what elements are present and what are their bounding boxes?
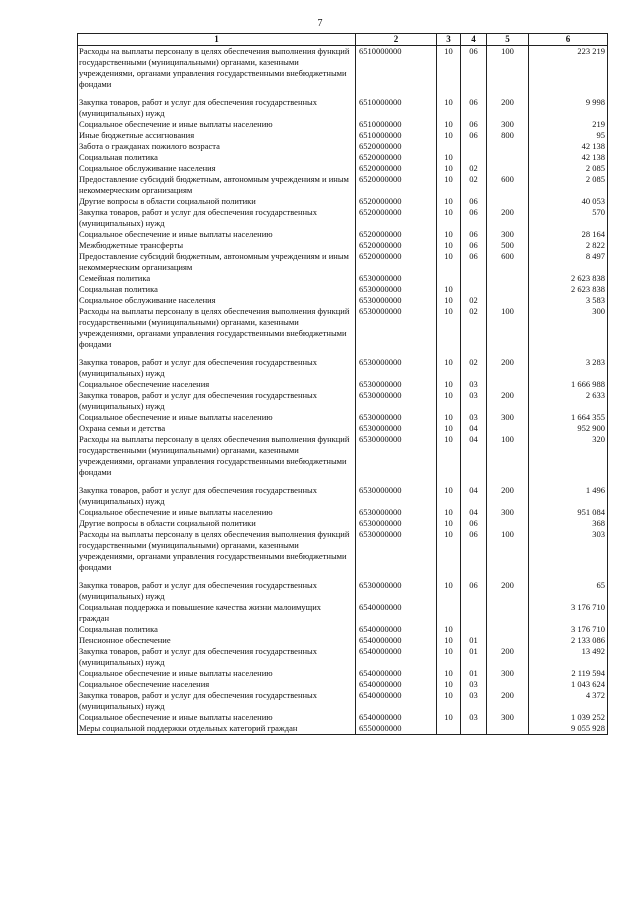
table-row xyxy=(78,646,608,668)
table-row xyxy=(78,690,608,712)
row-section: 10 xyxy=(437,229,461,240)
row-section: 10 xyxy=(437,284,461,295)
row-amount: 1 043 624 xyxy=(529,679,608,690)
row-amount: 65 xyxy=(529,580,608,602)
table-row xyxy=(78,141,608,152)
table-row xyxy=(78,507,608,518)
table-row xyxy=(78,390,608,412)
row-expense-type: 300 xyxy=(487,229,529,240)
row-code: 6520000000 xyxy=(356,240,437,251)
table-row xyxy=(78,723,608,735)
row-section: 10 xyxy=(437,423,461,434)
row-name: Предоставление субсидий бюджетным, автономным учреждениям и иным некоммерческим организациям xyxy=(78,174,356,196)
table-row xyxy=(78,712,608,723)
row-subsection: 06 xyxy=(461,207,487,229)
row-name: Закупка товаров, работ и услуг для обеспечения государственных (муниципальных) нужд xyxy=(78,390,356,412)
row-amount: 1 666 988 xyxy=(529,379,608,390)
row-section: 10 xyxy=(437,624,461,635)
row-subsection: 06 xyxy=(461,529,487,580)
row-amount: 8 497 xyxy=(529,251,608,273)
row-subsection xyxy=(461,284,487,295)
row-code: 6530000000 xyxy=(356,379,437,390)
row-expense-type xyxy=(487,423,529,434)
row-name: Социальная поддержка и повышение качества жизни малоимущих граждан xyxy=(78,602,356,624)
row-amount: 3 176 710 xyxy=(529,602,608,624)
row-name: Другие вопросы в области социальной политики xyxy=(78,518,356,529)
row-name: Закупка товаров, работ и услуг для обеспечения государственных (муниципальных) нужд xyxy=(78,485,356,507)
row-code: 6510000000 xyxy=(356,97,437,119)
row-expense-type: 200 xyxy=(487,207,529,229)
table-row xyxy=(78,130,608,141)
row-name: Предоставление субсидий бюджетным, автономным учреждениям и иным некоммерческим организациям xyxy=(78,251,356,273)
row-code: 6530000000 xyxy=(356,434,437,485)
row-subsection: 02 xyxy=(461,174,487,196)
row-section: 10 xyxy=(437,580,461,602)
row-code: 6510000000 xyxy=(356,130,437,141)
row-name: Социальное обеспечение и иные выплаты населению xyxy=(78,229,356,240)
row-name: Закупка товаров, работ и услуг для обеспечения государственных (муниципальных) нужд xyxy=(78,646,356,668)
row-section: 10 xyxy=(437,485,461,507)
row-section xyxy=(437,141,461,152)
header-cell: 5 xyxy=(487,34,529,46)
row-amount: 95 xyxy=(529,130,608,141)
row-amount: 223 219 xyxy=(529,46,608,98)
table-row xyxy=(78,196,608,207)
row-amount: 570 xyxy=(529,207,608,229)
row-expense-type xyxy=(487,284,529,295)
table-row xyxy=(78,635,608,646)
row-code: 6530000000 xyxy=(356,485,437,507)
header-cell: 2 xyxy=(356,34,437,46)
row-name: Иные бюджетные ассигнования xyxy=(78,130,356,141)
row-section: 10 xyxy=(437,412,461,423)
row-expense-type: 600 xyxy=(487,174,529,196)
row-subsection xyxy=(461,152,487,163)
row-amount: 2 623 838 xyxy=(529,284,608,295)
budget-table xyxy=(77,33,608,735)
table-row xyxy=(78,580,608,602)
row-section: 10 xyxy=(437,434,461,485)
row-subsection: 03 xyxy=(461,390,487,412)
row-section: 10 xyxy=(437,690,461,712)
row-name: Закупка товаров, работ и услуг для обеспечения государственных (муниципальных) нужд xyxy=(78,357,356,379)
row-expense-type xyxy=(487,379,529,390)
table-row xyxy=(78,240,608,251)
row-subsection xyxy=(461,723,487,735)
row-amount: 9 998 xyxy=(529,97,608,119)
row-subsection: 04 xyxy=(461,485,487,507)
row-expense-type: 800 xyxy=(487,130,529,141)
row-name: Социальное обеспечение и иные выплаты населению xyxy=(78,712,356,723)
row-subsection: 06 xyxy=(461,251,487,273)
row-section: 10 xyxy=(437,251,461,273)
header-cell: 6 xyxy=(529,34,608,46)
row-name: Социальное обслуживание населения xyxy=(78,295,356,306)
table-row xyxy=(78,434,608,485)
row-expense-type: 200 xyxy=(487,580,529,602)
row-code: 6520000000 xyxy=(356,152,437,163)
row-code: 6520000000 xyxy=(356,174,437,196)
row-name: Социальная политика xyxy=(78,624,356,635)
row-subsection: 06 xyxy=(461,240,487,251)
row-subsection: 02 xyxy=(461,163,487,174)
row-code: 6530000000 xyxy=(356,507,437,518)
row-expense-type xyxy=(487,196,529,207)
row-expense-type: 300 xyxy=(487,119,529,130)
row-section: 10 xyxy=(437,635,461,646)
table-row xyxy=(78,97,608,119)
row-code: 6540000000 xyxy=(356,690,437,712)
table-row xyxy=(78,357,608,379)
row-name: Социальное обеспечение и иные выплаты населению xyxy=(78,668,356,679)
row-name: Семейная политика xyxy=(78,273,356,284)
table-row xyxy=(78,273,608,284)
row-section: 10 xyxy=(437,357,461,379)
row-amount: 1 664 355 xyxy=(529,412,608,423)
row-section: 10 xyxy=(437,646,461,668)
table-row xyxy=(78,679,608,690)
row-section: 10 xyxy=(437,306,461,357)
row-expense-type: 600 xyxy=(487,251,529,273)
row-expense-type xyxy=(487,602,529,624)
row-subsection: 01 xyxy=(461,635,487,646)
header-cell: 4 xyxy=(461,34,487,46)
row-subsection: 03 xyxy=(461,412,487,423)
row-amount: 2 623 838 xyxy=(529,273,608,284)
table-header xyxy=(78,34,608,46)
row-expense-type: 200 xyxy=(487,390,529,412)
row-code: 6540000000 xyxy=(356,624,437,635)
row-code: 6520000000 xyxy=(356,229,437,240)
row-name: Расходы на выплаты персоналу в целях обеспечения выполнения функций государственными (муниципальными) органами, казенными учреждениями, органами управления государственными внебюджетными фондами xyxy=(78,306,356,357)
row-amount: 3 583 xyxy=(529,295,608,306)
row-subsection: 06 xyxy=(461,130,487,141)
row-expense-type: 200 xyxy=(487,646,529,668)
row-amount: 368 xyxy=(529,518,608,529)
row-section: 10 xyxy=(437,679,461,690)
row-expense-type: 200 xyxy=(487,485,529,507)
row-name: Меры социальной поддержки отдельных категорий граждан xyxy=(78,723,356,735)
row-amount: 2 822 xyxy=(529,240,608,251)
row-amount: 3 283 xyxy=(529,357,608,379)
row-section: 10 xyxy=(437,174,461,196)
row-name: Закупка товаров, работ и услуг для обеспечения государственных (муниципальных) нужд xyxy=(78,207,356,229)
row-subsection: 06 xyxy=(461,46,487,98)
row-amount: 28 164 xyxy=(529,229,608,240)
row-name: Социальное обеспечение и иные выплаты населению xyxy=(78,507,356,518)
row-code: 6540000000 xyxy=(356,635,437,646)
table-row xyxy=(78,624,608,635)
table-row xyxy=(78,423,608,434)
header-cell: 3 xyxy=(437,34,461,46)
row-code: 6530000000 xyxy=(356,273,437,284)
row-code: 6530000000 xyxy=(356,529,437,580)
row-name: Охрана семьи и детства xyxy=(78,423,356,434)
row-section: 10 xyxy=(437,207,461,229)
table-row xyxy=(78,207,608,229)
row-section xyxy=(437,273,461,284)
row-code: 6530000000 xyxy=(356,306,437,357)
row-amount: 1 039 252 xyxy=(529,712,608,723)
row-code: 6530000000 xyxy=(356,357,437,379)
table-row xyxy=(78,518,608,529)
row-section xyxy=(437,723,461,735)
row-code: 6540000000 xyxy=(356,646,437,668)
row-amount: 13 492 xyxy=(529,646,608,668)
row-name: Социальная политика xyxy=(78,284,356,295)
table-body xyxy=(78,46,608,735)
table-row xyxy=(78,379,608,390)
row-code: 6550000000 xyxy=(356,723,437,735)
row-subsection: 03 xyxy=(461,712,487,723)
row-amount: 2 085 xyxy=(529,174,608,196)
row-code: 6510000000 xyxy=(356,46,437,98)
row-subsection: 03 xyxy=(461,690,487,712)
table-row xyxy=(78,295,608,306)
row-code: 6530000000 xyxy=(356,284,437,295)
row-subsection xyxy=(461,141,487,152)
row-name: Социальное обеспечение и иные выплаты населению xyxy=(78,119,356,130)
row-name: Пенсионное обеспечение xyxy=(78,635,356,646)
row-name: Закупка товаров, работ и услуг для обеспечения государственных (муниципальных) нужд xyxy=(78,580,356,602)
row-expense-type xyxy=(487,624,529,635)
row-subsection: 06 xyxy=(461,229,487,240)
row-amount: 303 xyxy=(529,529,608,580)
row-subsection: 02 xyxy=(461,357,487,379)
row-section: 10 xyxy=(437,518,461,529)
row-name: Забота о гражданах пожилого возраста xyxy=(78,141,356,152)
row-expense-type xyxy=(487,295,529,306)
row-expense-type: 300 xyxy=(487,412,529,423)
row-subsection: 04 xyxy=(461,423,487,434)
row-subsection: 06 xyxy=(461,580,487,602)
row-section xyxy=(437,602,461,624)
row-code: 6520000000 xyxy=(356,196,437,207)
row-subsection: 03 xyxy=(461,679,487,690)
row-amount: 2 633 xyxy=(529,390,608,412)
row-subsection: 01 xyxy=(461,668,487,679)
row-name: Социальное обеспечение населения xyxy=(78,679,356,690)
row-code: 6520000000 xyxy=(356,141,437,152)
row-code: 6530000000 xyxy=(356,518,437,529)
row-name: Закупка товаров, работ и услуг для обеспечения государственных (муниципальных) нужд xyxy=(78,690,356,712)
row-amount: 9 055 928 xyxy=(529,723,608,735)
row-section: 10 xyxy=(437,390,461,412)
row-code: 6540000000 xyxy=(356,712,437,723)
row-code: 6530000000 xyxy=(356,412,437,423)
row-section: 10 xyxy=(437,119,461,130)
row-amount: 300 xyxy=(529,306,608,357)
row-expense-type: 100 xyxy=(487,306,529,357)
row-section: 10 xyxy=(437,196,461,207)
row-section: 10 xyxy=(437,163,461,174)
row-amount: 2 119 594 xyxy=(529,668,608,679)
table-row xyxy=(78,602,608,624)
row-expense-type: 300 xyxy=(487,668,529,679)
row-code: 6530000000 xyxy=(356,423,437,434)
row-subsection: 06 xyxy=(461,196,487,207)
row-name: Расходы на выплаты персоналу в целях обеспечения выполнения функций государственными (муниципальными) органами, казенными учреждениями, органами управления государственными внебюджетными фондами xyxy=(78,434,356,485)
row-subsection xyxy=(461,624,487,635)
row-expense-type: 200 xyxy=(487,357,529,379)
row-name: Социальное обеспечение населения xyxy=(78,379,356,390)
table-row xyxy=(78,412,608,423)
row-expense-type: 300 xyxy=(487,507,529,518)
row-expense-type: 200 xyxy=(487,690,529,712)
row-amount: 320 xyxy=(529,434,608,485)
row-name: Социальное обслуживание населения xyxy=(78,163,356,174)
row-name: Другие вопросы в области социальной политики xyxy=(78,196,356,207)
row-name: Закупка товаров, работ и услуг для обеспечения государственных (муниципальных) нужд xyxy=(78,97,356,119)
row-expense-type: 500 xyxy=(487,240,529,251)
row-code: 6520000000 xyxy=(356,207,437,229)
row-amount: 951 084 xyxy=(529,507,608,518)
row-expense-type: 100 xyxy=(487,529,529,580)
row-expense-type xyxy=(487,635,529,646)
row-code: 6520000000 xyxy=(356,251,437,273)
row-amount: 42 138 xyxy=(529,141,608,152)
row-section: 10 xyxy=(437,295,461,306)
table-row xyxy=(78,119,608,130)
row-code: 6530000000 xyxy=(356,390,437,412)
row-amount: 952 900 xyxy=(529,423,608,434)
row-expense-type xyxy=(487,518,529,529)
row-name: Межбюджетные трансферты xyxy=(78,240,356,251)
row-code: 6520000000 xyxy=(356,163,437,174)
row-section: 10 xyxy=(437,240,461,251)
row-section: 10 xyxy=(437,46,461,98)
row-code: 6540000000 xyxy=(356,668,437,679)
table-row xyxy=(78,668,608,679)
row-expense-type: 300 xyxy=(487,712,529,723)
row-subsection xyxy=(461,602,487,624)
row-amount: 3 176 710 xyxy=(529,624,608,635)
table-row xyxy=(78,529,608,580)
row-amount: 2 133 086 xyxy=(529,635,608,646)
row-subsection: 04 xyxy=(461,434,487,485)
row-subsection: 02 xyxy=(461,306,487,357)
row-section: 10 xyxy=(437,668,461,679)
row-section: 10 xyxy=(437,97,461,119)
row-expense-type xyxy=(487,679,529,690)
table-row xyxy=(78,306,608,357)
row-amount: 2 085 xyxy=(529,163,608,174)
row-section: 10 xyxy=(437,152,461,163)
table-row xyxy=(78,174,608,196)
row-code: 6540000000 xyxy=(356,679,437,690)
row-amount: 219 xyxy=(529,119,608,130)
row-amount: 42 138 xyxy=(529,152,608,163)
table-row xyxy=(78,229,608,240)
row-subsection: 06 xyxy=(461,97,487,119)
table-row xyxy=(78,251,608,273)
row-code: 6530000000 xyxy=(356,295,437,306)
row-section: 10 xyxy=(437,712,461,723)
row-subsection: 01 xyxy=(461,646,487,668)
row-name: Расходы на выплаты персоналу в целях обеспечения выполнения функций государственными (муниципальными) органами, казенными учреждениями, органами управления государственными внебюджетными фондами xyxy=(78,46,356,98)
table-row xyxy=(78,46,608,98)
table-row xyxy=(78,152,608,163)
row-code: 6510000000 xyxy=(356,119,437,130)
page-number: 7 xyxy=(317,18,323,29)
header-cell: 1 xyxy=(78,34,356,46)
row-expense-type: 100 xyxy=(487,46,529,98)
row-section: 10 xyxy=(437,379,461,390)
header-row xyxy=(78,34,608,46)
row-expense-type xyxy=(487,163,529,174)
row-subsection: 02 xyxy=(461,295,487,306)
row-expense-type xyxy=(487,723,529,735)
row-subsection: 06 xyxy=(461,119,487,130)
table-row xyxy=(78,284,608,295)
row-expense-type: 100 xyxy=(487,434,529,485)
row-amount: 1 496 xyxy=(529,485,608,507)
table-row xyxy=(78,163,608,174)
row-code: 6530000000 xyxy=(356,580,437,602)
row-amount: 4 372 xyxy=(529,690,608,712)
row-name: Расходы на выплаты персоналу в целях обеспечения выполнения функций государственными (муниципальными) органами, казенными учреждениями, органами управления государственными внебюджетными фондами xyxy=(78,529,356,580)
row-name: Социальное обеспечение и иные выплаты населению xyxy=(78,412,356,423)
table-row xyxy=(78,485,608,507)
row-expense-type xyxy=(487,152,529,163)
row-subsection: 06 xyxy=(461,518,487,529)
row-expense-type xyxy=(487,273,529,284)
row-name: Социальная политика xyxy=(78,152,356,163)
row-subsection: 03 xyxy=(461,379,487,390)
row-expense-type xyxy=(487,141,529,152)
row-subsection xyxy=(461,273,487,284)
row-section: 10 xyxy=(437,507,461,518)
row-amount: 40 053 xyxy=(529,196,608,207)
row-section: 10 xyxy=(437,130,461,141)
row-code: 6540000000 xyxy=(356,602,437,624)
row-subsection: 04 xyxy=(461,507,487,518)
row-expense-type: 200 xyxy=(487,97,529,119)
row-section: 10 xyxy=(437,529,461,580)
